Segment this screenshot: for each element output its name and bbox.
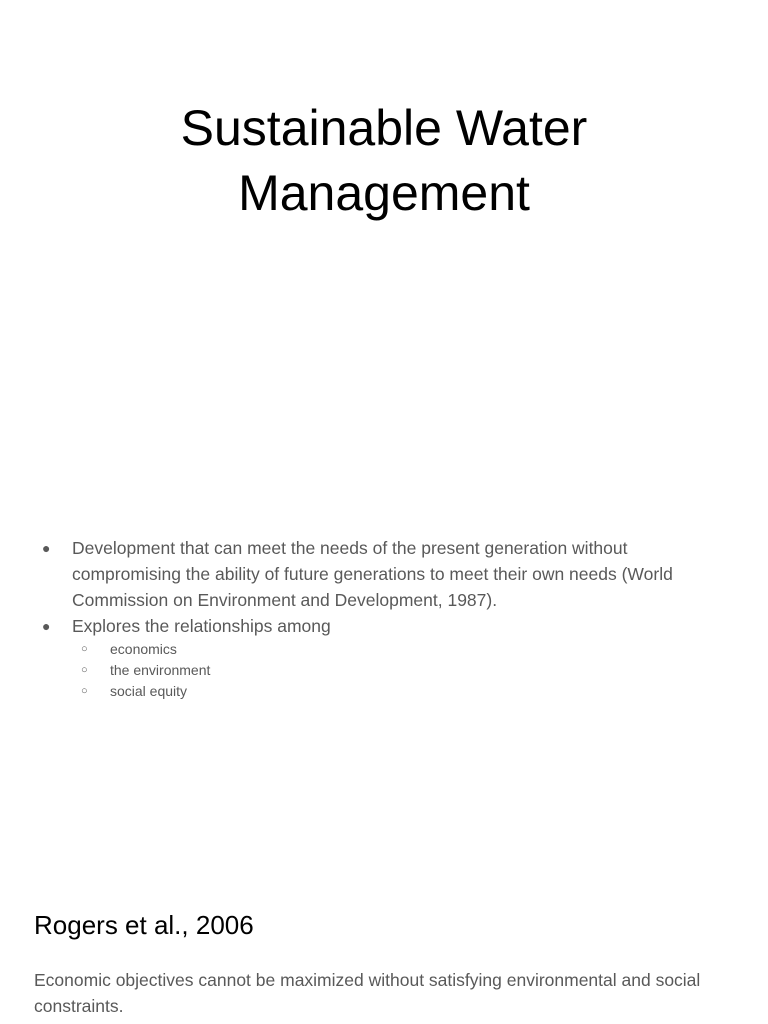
bullet-dot-icon: ● xyxy=(42,618,51,634)
bullet-list xyxy=(0,535,768,702)
hollow-circle-icon: ○ xyxy=(81,643,88,655)
sub-bullet-item xyxy=(0,681,738,702)
slide-title xyxy=(0,96,768,226)
hollow-circle-icon: ○ xyxy=(81,685,88,697)
sub-bullet-item xyxy=(0,639,738,660)
bullet-item-definition xyxy=(0,535,768,613)
bullet-text: Explores the relationships among xyxy=(72,616,331,636)
bullet-slide xyxy=(0,535,768,702)
sub-bullet-list xyxy=(0,639,738,702)
sub-bullet-text: the environment xyxy=(110,662,211,678)
title-slide xyxy=(0,0,768,430)
slide-title-line-1: Sustainable Water xyxy=(180,100,588,156)
slide-title-line-2: Management xyxy=(238,165,530,221)
sub-bullet-text: economics xyxy=(110,641,177,657)
sub-bullet-item xyxy=(0,660,738,681)
citation-body: Economic objectives cannot be maximized without satisfying environmental and social constraints. xyxy=(34,970,701,1016)
citation-slide xyxy=(0,905,768,1019)
hollow-circle-icon: ○ xyxy=(81,664,88,676)
sub-bullet-text: social equity xyxy=(110,683,188,699)
bullet-item-relationships xyxy=(0,613,768,702)
bullet-text: Development that can meet the needs of the present generation without compromising the ability of future generations to meet their own needs (World Commission on Environment and Development, 1987). xyxy=(72,538,673,610)
bullet-dot-icon: ● xyxy=(42,540,51,556)
citation-heading: Rogers et al., 2006 xyxy=(34,910,254,940)
